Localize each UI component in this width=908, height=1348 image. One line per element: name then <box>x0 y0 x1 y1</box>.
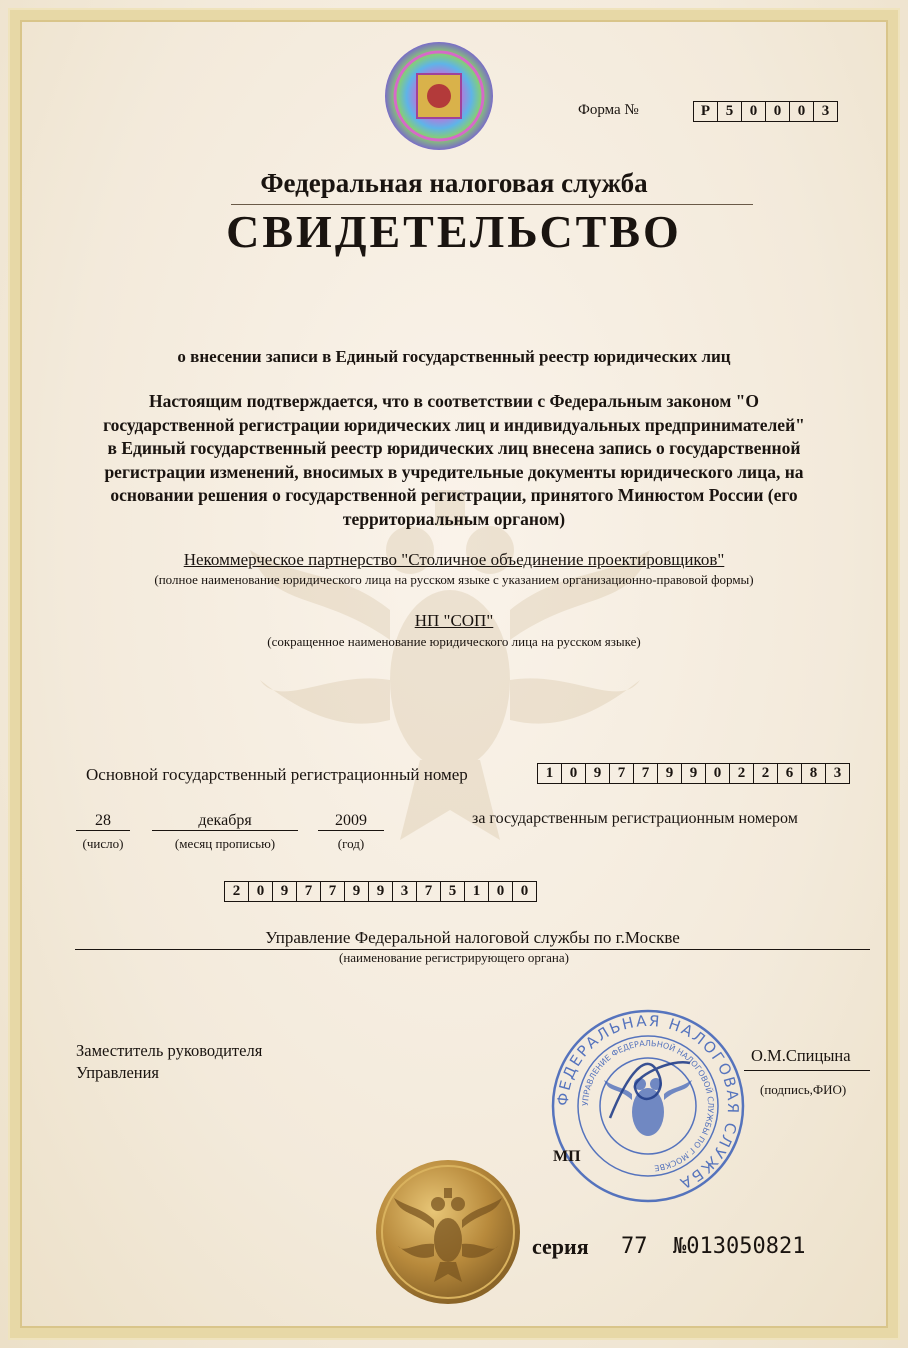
position-line: Управления <box>76 1063 160 1082</box>
form-number-label: Форма № <box>578 102 639 118</box>
document-title: СВИДЕТЕЛЬСТВО <box>226 206 682 257</box>
number-cell: 6 <box>778 763 802 784</box>
number-cell: Р <box>693 101 718 122</box>
series-label: серия <box>532 1234 589 1259</box>
entity-short-name: НП "СОП" <box>414 611 494 630</box>
agency-name: Федеральная налоговая служба <box>260 168 648 198</box>
paragraph-line: территориальным органом) <box>342 508 566 529</box>
ogrn-cells <box>537 763 850 784</box>
number-cell: 7 <box>297 881 321 902</box>
number-cell: 0 <box>249 881 273 902</box>
registering-authority-hint: (наименование регистрирующего органа) <box>338 950 569 965</box>
number-cell: 0 <box>489 881 513 902</box>
entity-full-name: Некоммерческое партнерство "Столичное объединение проектировщиков" <box>183 550 725 569</box>
position-line: Заместитель руководителя <box>76 1041 263 1060</box>
number-cell: 3 <box>826 763 850 784</box>
number-cell: 9 <box>682 763 706 784</box>
eagle-watermark-icon <box>240 490 660 850</box>
paragraph-line: основании решения о государственной регистрации, принятого Минюстом России (его <box>110 485 798 505</box>
ogrn-label: Основной государственный регистрационный номер <box>86 765 468 784</box>
series-value: 77 <box>621 1234 648 1259</box>
grn-label: за государственным регистрационным номером <box>472 810 798 827</box>
certificate-number: №013050821 <box>673 1234 806 1259</box>
year-hint: (год) <box>337 836 365 851</box>
paragraph-line: в Единый государственный реестр юридических лиц внесена запись о государственной <box>107 438 801 458</box>
tax-office-stamp-icon <box>540 1008 756 1204</box>
signature-hint: (подпись,ФИО) <box>760 1082 847 1097</box>
number-cell: 9 <box>658 763 682 784</box>
paragraph-line: государственной регистрации юридических лиц и индивидуальных предпринимателей" <box>103 414 805 435</box>
registration-day: 28 <box>76 812 130 831</box>
number-cell: 0 <box>790 101 814 122</box>
grn-cells <box>224 881 537 902</box>
day-hint: (число) <box>82 836 124 851</box>
signatory-name: О.М.Спицына <box>751 1046 851 1065</box>
registering-authority: Управление Федеральной налоговой службы по г.Москве <box>75 928 870 950</box>
registration-year: 2009 <box>318 812 384 831</box>
entity-short-name-hint: (сокращенное наименование юридического лица на русском языке) <box>267 634 641 649</box>
gold-emblem-seal-icon <box>374 1158 522 1306</box>
seal-place-mark: МП <box>553 1148 581 1165</box>
stamp-inner-text: УПРАВЛЕНИЕ ФЕДЕРАЛЬНОЙ НАЛОГОВОЙ СЛУЖБЫ ПО Г.МОСКВЕ <box>580 1038 716 1173</box>
number-cell: 8 <box>802 763 826 784</box>
number-cell: 7 <box>321 881 345 902</box>
number-cell: 9 <box>369 881 393 902</box>
number-cell: 3 <box>814 101 838 122</box>
number-cell: 0 <box>562 763 586 784</box>
paragraph-line: Настоящим подтверждается, что в соответствии с Федеральным законом "О <box>149 391 759 411</box>
form-number-cells <box>693 101 838 122</box>
number-cell: 2 <box>754 763 778 784</box>
number-cell: 7 <box>610 763 634 784</box>
signature-line <box>744 1070 870 1071</box>
number-cell: 0 <box>706 763 730 784</box>
stamp-outer-text: ФЕДЕРАЛЬНАЯ НАЛОГОВАЯ СЛУЖБА <box>553 1011 743 1194</box>
number-cell: 7 <box>634 763 658 784</box>
number-cell: 1 <box>537 763 562 784</box>
number-cell: 0 <box>513 881 537 902</box>
number-cell: 5 <box>718 101 742 122</box>
entity-full-name-hint: (полное наименование юридического лица на русском языке с указанием организационно-правовой формы) <box>154 572 754 587</box>
number-cell: 9 <box>273 881 297 902</box>
confirmation-paragraph <box>70 390 838 531</box>
hologram-seal-icon <box>383 40 495 152</box>
paragraph-line: регистрации изменений, вносимых в учредительные документы юридического лица, на <box>104 461 804 482</box>
signatory-position <box>76 1040 262 1084</box>
number-cell: 0 <box>742 101 766 122</box>
number-cell: 2 <box>730 763 754 784</box>
document-subtitle: о внесении записи в Единый государственный реестр юридических лиц <box>177 347 731 366</box>
number-cell: 3 <box>393 881 417 902</box>
month-hint: (месяц прописью) <box>174 836 276 851</box>
number-cell: 1 <box>465 881 489 902</box>
registration-month: декабря <box>152 812 298 831</box>
number-cell: 9 <box>586 763 610 784</box>
number-cell: 5 <box>441 881 465 902</box>
number-cell: 9 <box>345 881 369 902</box>
number-cell: 2 <box>224 881 249 902</box>
number-cell: 0 <box>766 101 790 122</box>
number-cell: 7 <box>417 881 441 902</box>
